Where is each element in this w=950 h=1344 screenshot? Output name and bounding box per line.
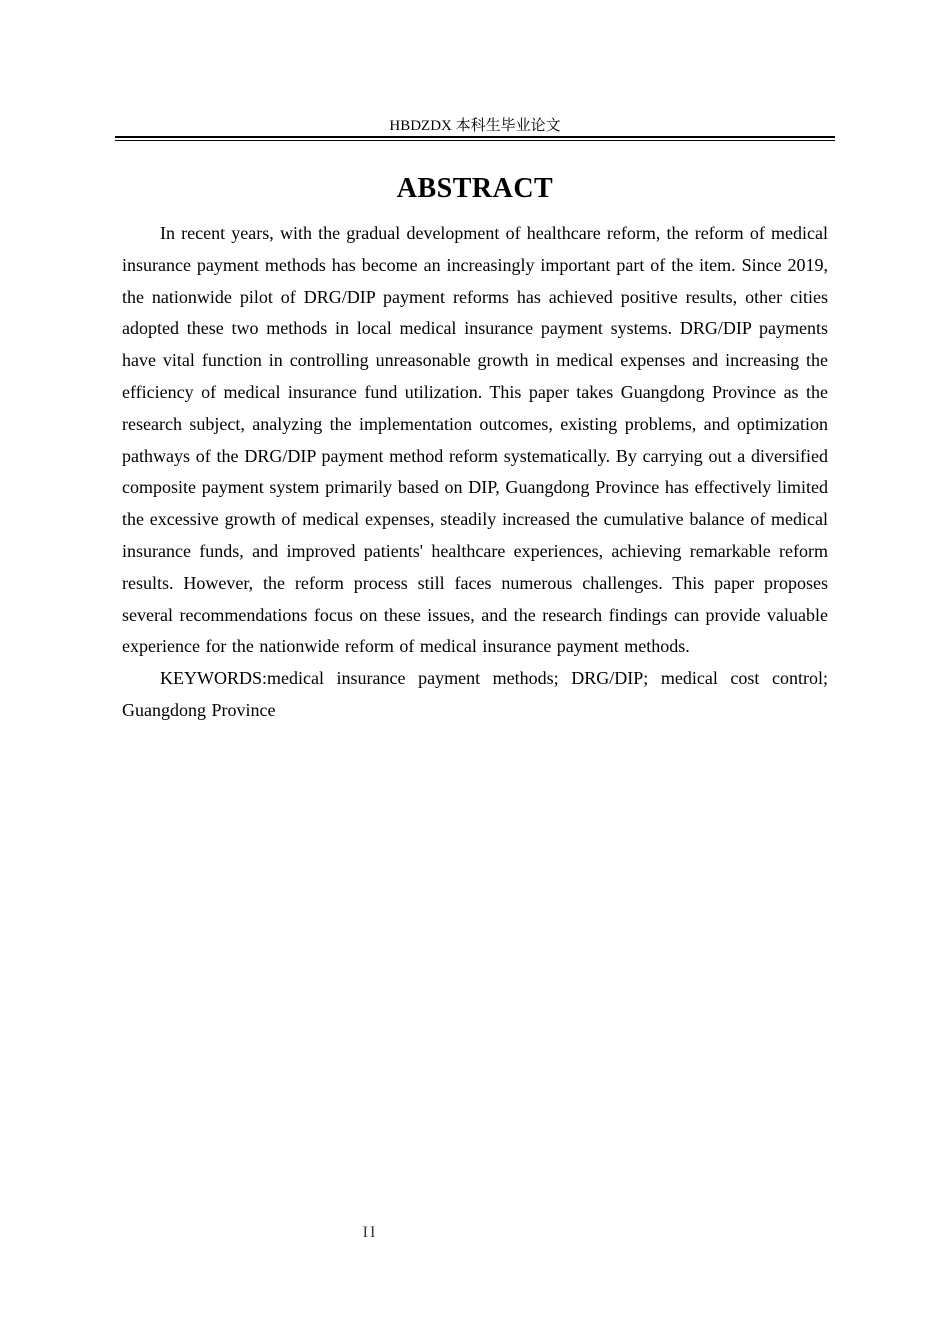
abstract-title: ABSTRACT [396, 173, 554, 204]
running-header: HBDZDX 本科生毕业论文 [389, 118, 561, 134]
header-rule-thick [115, 136, 835, 138]
page-number: II [362, 1224, 378, 1241]
keywords-paragraph: KEYWORDS:medical insurance payment methods; DRG/DIP; medical cost control; Guangdong Province [122, 668, 828, 720]
abstract-body [122, 218, 828, 727]
header-rule-thin [115, 140, 835, 141]
abstract-paragraph: In recent years, with the gradual development of healthcare reform, the reform of medical insurance payment methods has become an increasingly important part of the item. Since 2019, the nationwide pilot of DRG/DIP payment reforms has achieved positive results, other cities adopted these two methods in local medical insurance payment systems. DRG/DIP payments have vital function in controlling unreasonable growth in medical expenses and increasing the efficiency of medical insurance fund utilization. This paper takes Guangdong Province as the research subject, analyzing the implementation outcomes, existing problems, and optimization pathways of the DRG/DIP payment method reform systematically. By carrying out a diversified composite payment system primarily based on DIP, Guangdong Province has effectively limited the excessive growth of medical expenses, steadily increased the cumulative balance of medical insurance funds, and improved patients' healthcare experiences, achieving remarkable reform results. However, the reform process still faces numerous challenges. This paper proposes several recommendations focus on these issues, and the research findings can provide valuable experience for the nationwide reform of medical insurance payment methods. [122, 223, 828, 657]
